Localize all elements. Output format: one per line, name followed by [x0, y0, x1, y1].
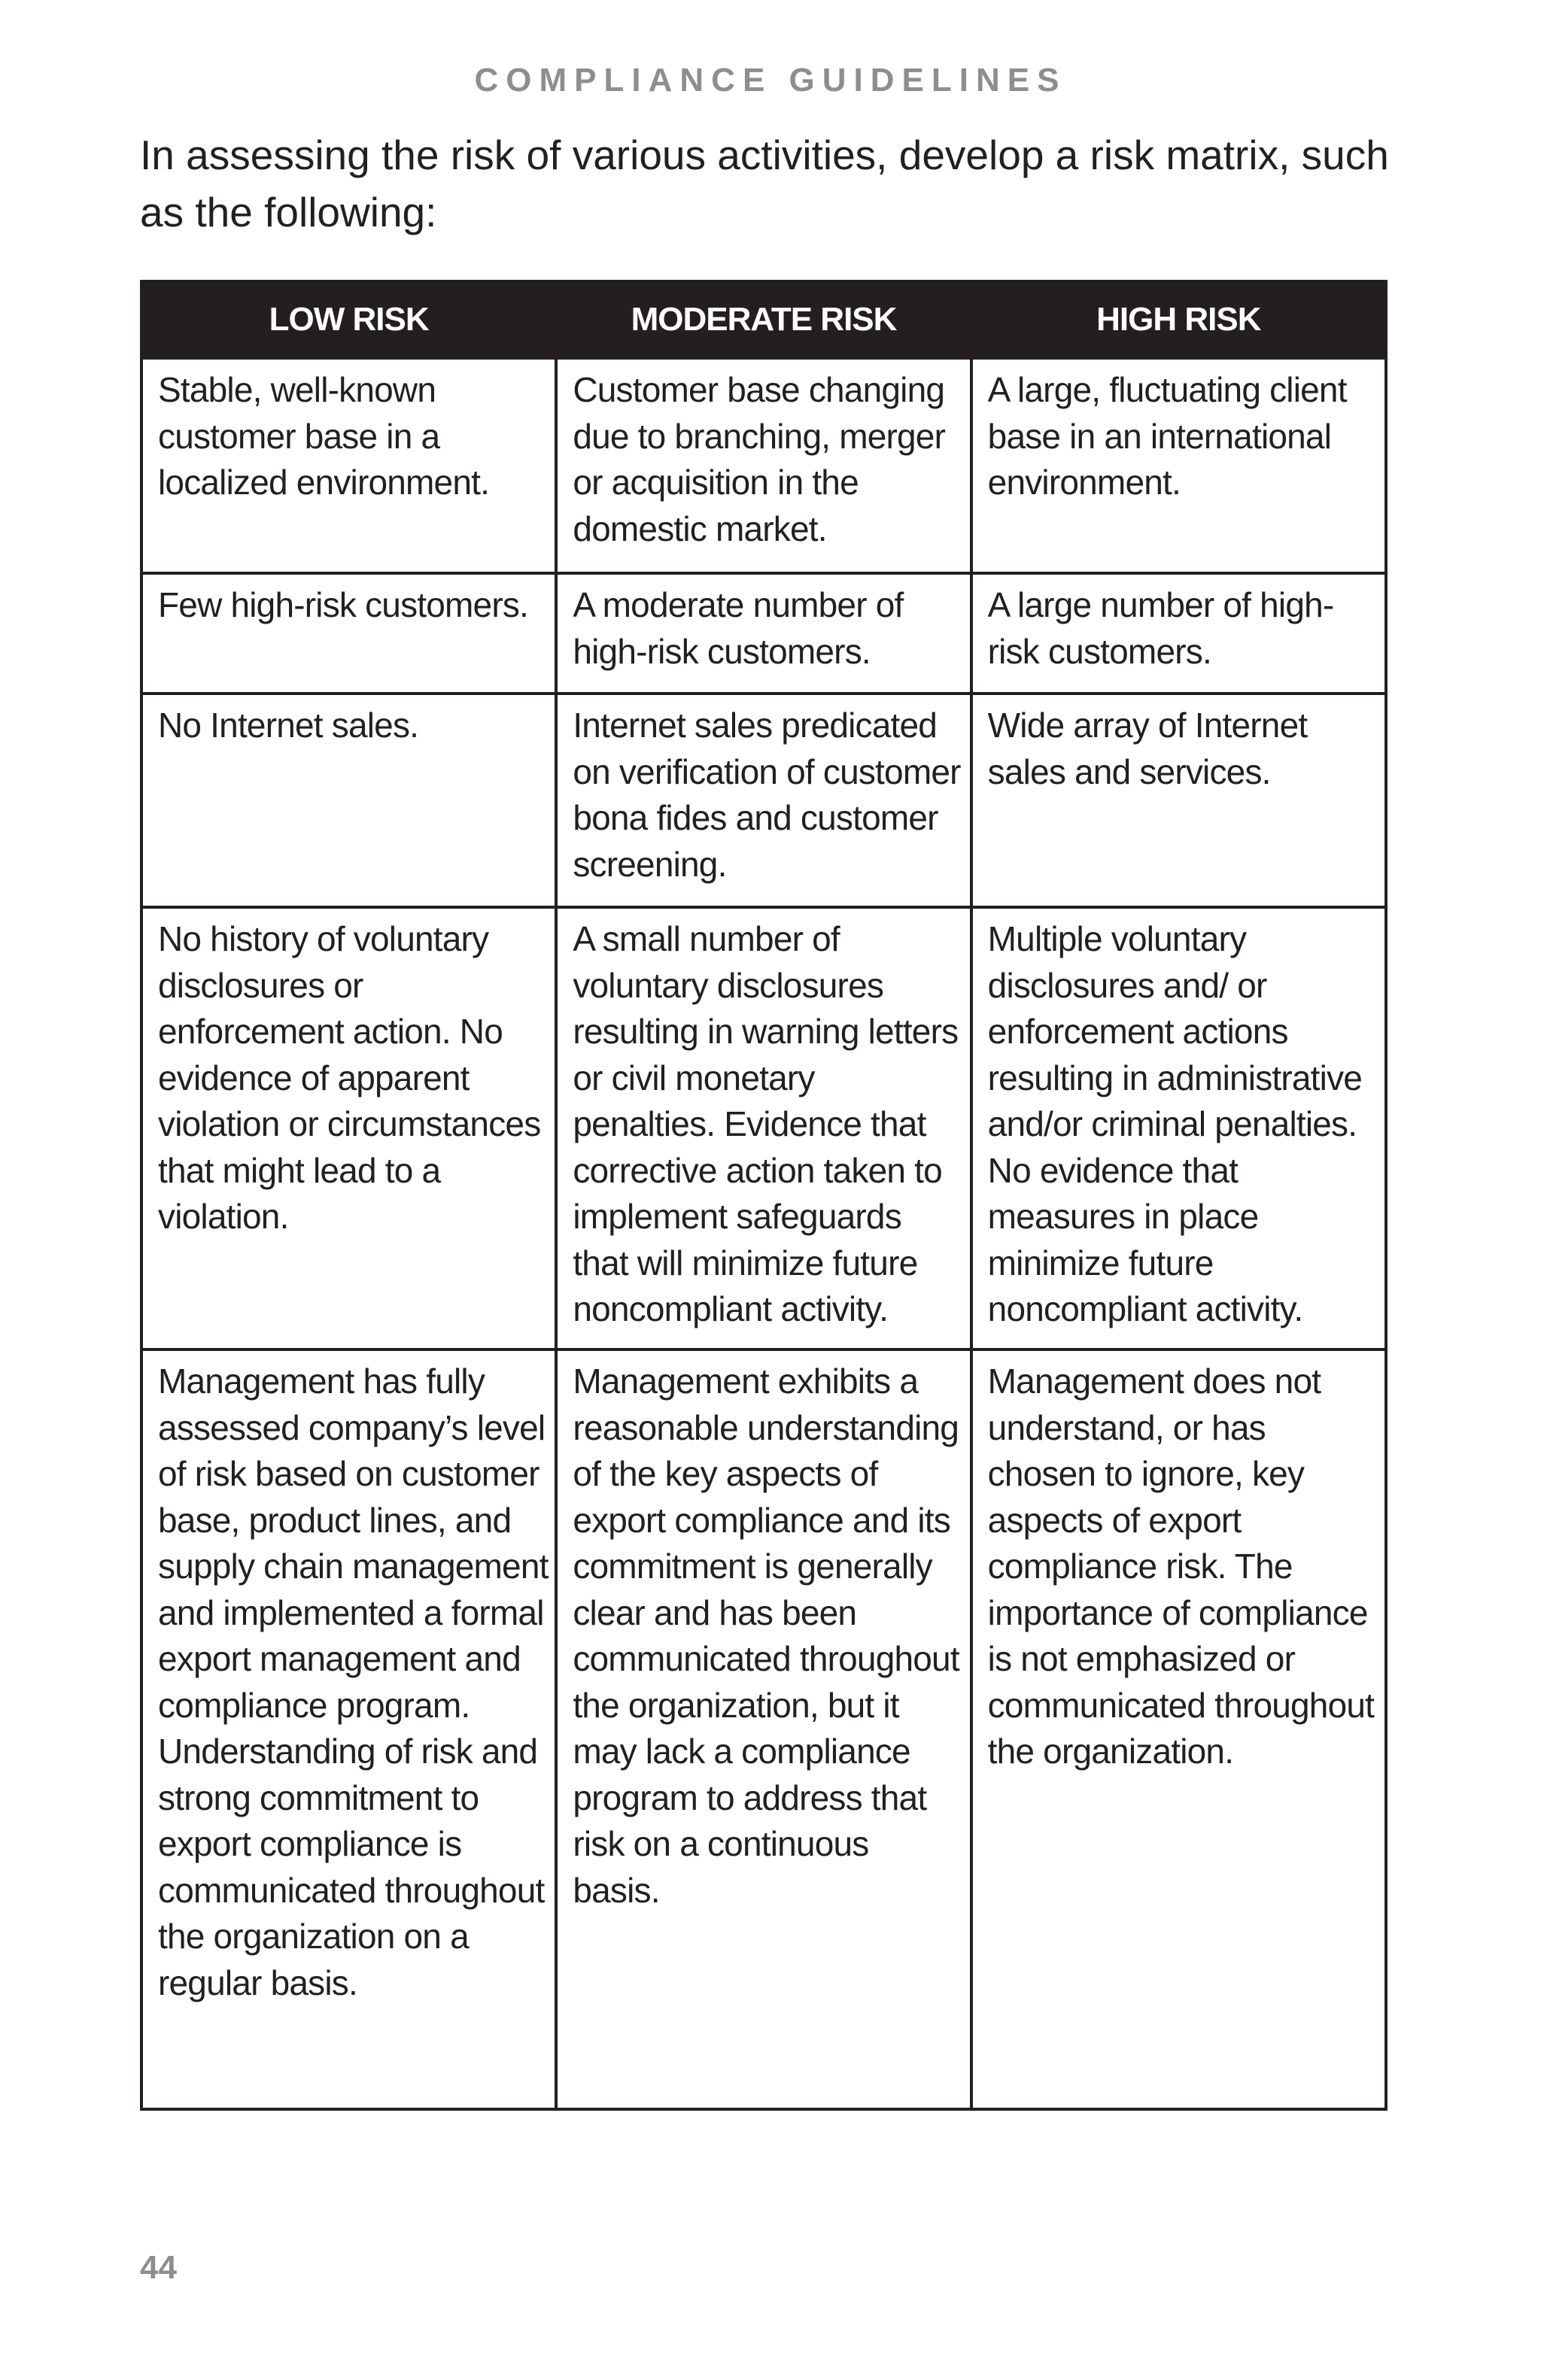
table-row — [141, 573, 1386, 694]
cell-low-risk: Management has fully assessed company’s level of risk based on customer base, product lines, and supply chain management and implemented a formal export management and compliance program. Understanding of risk and strong commitment to export compliance is communicated throughout the organization on a regular basis. — [141, 1349, 556, 2109]
table-row — [141, 694, 1386, 907]
cell-high-risk: A large, fluctuating client base in an international environment. — [971, 358, 1386, 573]
cell-high-risk: Multiple voluntary disclosures and/ or enforcement actions resulting in administrative and/or criminal penalties. No evidence that measures in place minimize future noncompliant activity. — [971, 907, 1386, 1349]
table-row — [141, 358, 1386, 573]
cell-moderate-risk: Customer base changing due to branching, merger or acquisition in the domestic market. — [556, 358, 971, 573]
table-row — [141, 1349, 1386, 2109]
cell-low-risk: No Internet sales. — [141, 694, 556, 907]
cell-high-risk: Wide array of Internet sales and services. — [971, 694, 1386, 907]
running-head-title: COMPLIANCE GUIDELINES — [474, 62, 1067, 99]
cell-moderate-risk: A moderate number of high-risk customers. — [556, 573, 971, 694]
cell-low-risk: No history of voluntary disclosures or enforcement action. No evidence of apparent violation or circumstances that might lead to a violation. — [141, 907, 556, 1349]
column-header-moderate-risk: MODERATE RISK — [556, 281, 971, 358]
cell-low-risk: Few high-risk customers. — [141, 573, 556, 694]
table-row — [141, 907, 1386, 1349]
cell-high-risk: A large number of high-risk customers. — [971, 573, 1386, 694]
intro-paragraph: In assessing the risk of various activities, develop a risk matrix, such as the following: — [140, 132, 1389, 235]
column-header-high-risk: HIGH RISK — [971, 281, 1386, 358]
cell-moderate-risk: Management exhibits a reasonable understanding of the key aspects of export compliance and its commitment is generally clear and has been communicated throughout the organization, but it may lack a compliance program to address that risk on a continuous basis. — [556, 1349, 971, 2109]
column-header-low-risk: LOW RISK — [141, 281, 556, 358]
cell-low-risk: Stable, well-known customer base in a localized environment. — [141, 358, 556, 573]
cell-moderate-risk: A small number of voluntary disclosures resulting in warning letters or civil monetary penalties. Evidence that corrective action taken to implement safeguards that will minimize future noncompliant activity. — [556, 907, 971, 1349]
cell-high-risk: Management does not understand, or has chosen to ignore, key aspects of export compliance risk. The importance of compliance is not emphasized or communicated throughout the organization. — [971, 1349, 1386, 2109]
cell-moderate-risk: Internet sales predicated on verification of customer bona fides and customer screening. — [556, 694, 971, 907]
risk-matrix-table — [140, 280, 1388, 2111]
risk-matrix-header-row — [141, 281, 1386, 358]
page-number: 44 — [140, 2249, 177, 2286]
